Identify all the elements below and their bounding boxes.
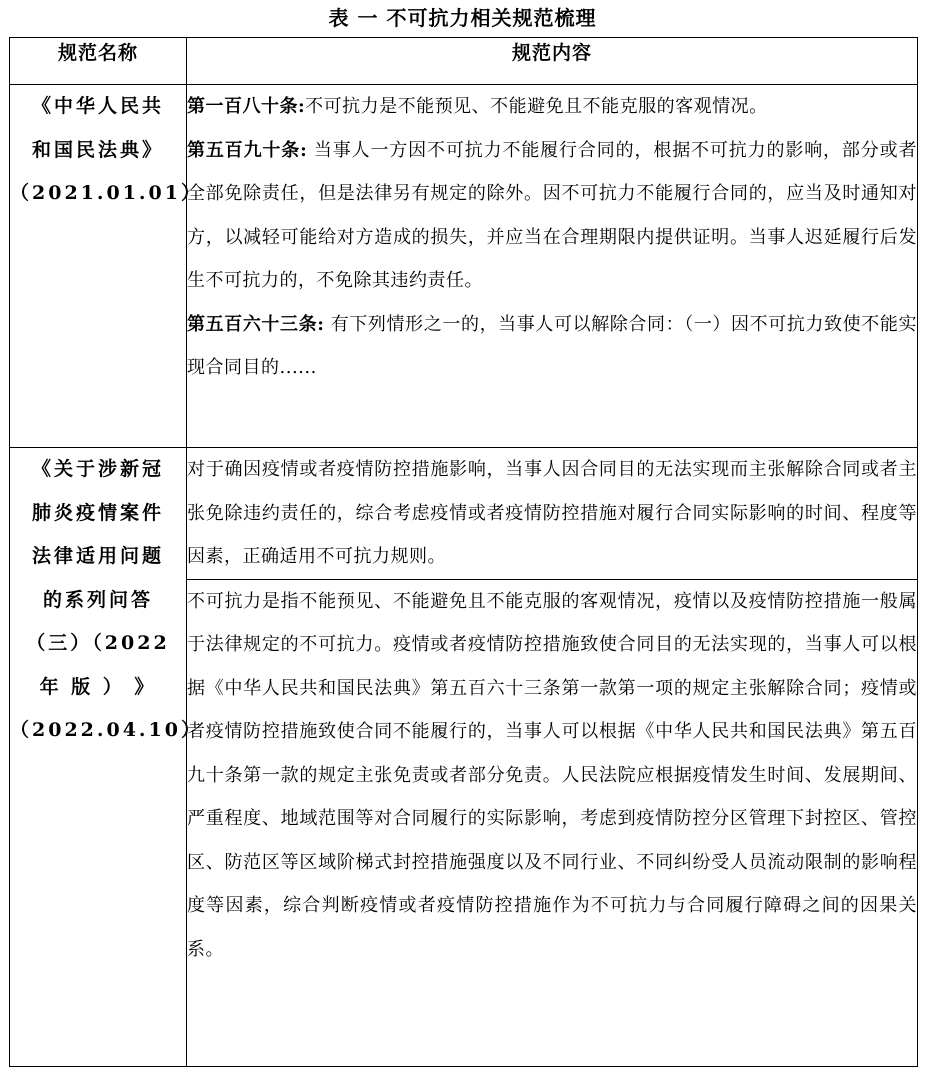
article-paragraph xyxy=(187,129,917,303)
norm-content-cell xyxy=(187,448,918,580)
table-row xyxy=(10,85,918,448)
table-caption: 表 一 不可抗力相关规范梳理 xyxy=(328,6,597,30)
table-row xyxy=(10,448,918,580)
norm-name-line: （三）（2022 xyxy=(26,632,170,654)
article-title: 第五百六十三条: xyxy=(187,313,325,335)
table-header-row xyxy=(10,38,918,85)
column-header-content: 规范内容 xyxy=(187,38,918,85)
norm-content-cell xyxy=(187,85,918,448)
norm-name-line: 的系列问答 xyxy=(42,588,153,611)
article-text: 当事人一方因不可抗力不能履行合同的，根据不可抗力的影响，部分或者全部免除责任，但是法律另有规定的除外。因不可抗力不能履行合同的，应当及时通知对方，以减轻可能给对方造成的损失，并应当在合理期限内提供证明。当事人迟延履行后发生不可抗力的，不免除其违约责任。 xyxy=(187,139,917,291)
column-header-name: 规范名称 xyxy=(10,38,187,85)
norm-name-line: 年 版 ） 》 xyxy=(39,675,157,698)
norm-name-line: 法律适用问题 xyxy=(31,545,164,567)
content-paragraph: 对于确因疫情或者疫情防控措施影响，当事人因合同目的无法实现而主张解除合同或者主张免除违约责任的，综合考虑疫情或者疫情防控措施对履行合同实际影响的时间、程度等因素，正确适用不可抗力规则。 xyxy=(187,459,917,567)
norm-name-cell xyxy=(10,448,203,1067)
article-title: 第五百九十条: xyxy=(187,139,308,161)
norm-name-line: 《关于涉新冠 xyxy=(31,458,164,480)
norms-table xyxy=(9,37,918,1067)
norm-name-line: 肺炎疫情案件 xyxy=(31,501,164,524)
norm-name-line: （2021.01.01） xyxy=(10,182,203,204)
norm-content-cell xyxy=(187,579,918,1066)
norm-name-line: 《中华人民共 xyxy=(31,95,164,117)
article-text: 有下列情形之一的，当事人可以解除合同：（一）因不可抗力致使不能实现合同目的...... xyxy=(187,313,917,378)
content-paragraph: 不可抗力是指不能预见、不能避免且不能克服的客观情况，疫情以及疫情防控措施一般属于法律规定的不可抗力。疫情或者疫情防控措施致使合同目的无法实现的，当事人可以根据《中华人民共和国民法典》第五百六十三条第一款第一项的规定主张解除合同；疫情或者疫情防控措施致使合同不能履行的，当事人可以根据《中华人民共和国民法典》第五百九十条第一款的规定主张免责或者部分免责。人民法院应根据疫情发生时间、发展期间、严重程度、地域范围等对合同履行的实际影响，考虑到疫情防控分区管理下封控区、管控区、防范区等区域阶梯式封控措施强度以及不同行业、不同纠纷受人员流动限制的影响程度等因素，综合判断疫情或者疫情防控措施作为不可抗力与合同履行障碍之间的因果关系。 xyxy=(187,590,917,960)
article-paragraph xyxy=(187,303,917,390)
norm-name-line: 和国民法典》 xyxy=(31,138,164,161)
article-title: 第一百八十条: xyxy=(187,96,306,117)
norm-name-cell xyxy=(10,85,203,448)
article-paragraph xyxy=(187,85,917,129)
norm-name-line: （2022.04.10） xyxy=(10,719,203,741)
article-text: 不可抗力是不能预见、不能避免且不能克服的客观情况。 xyxy=(305,96,768,117)
